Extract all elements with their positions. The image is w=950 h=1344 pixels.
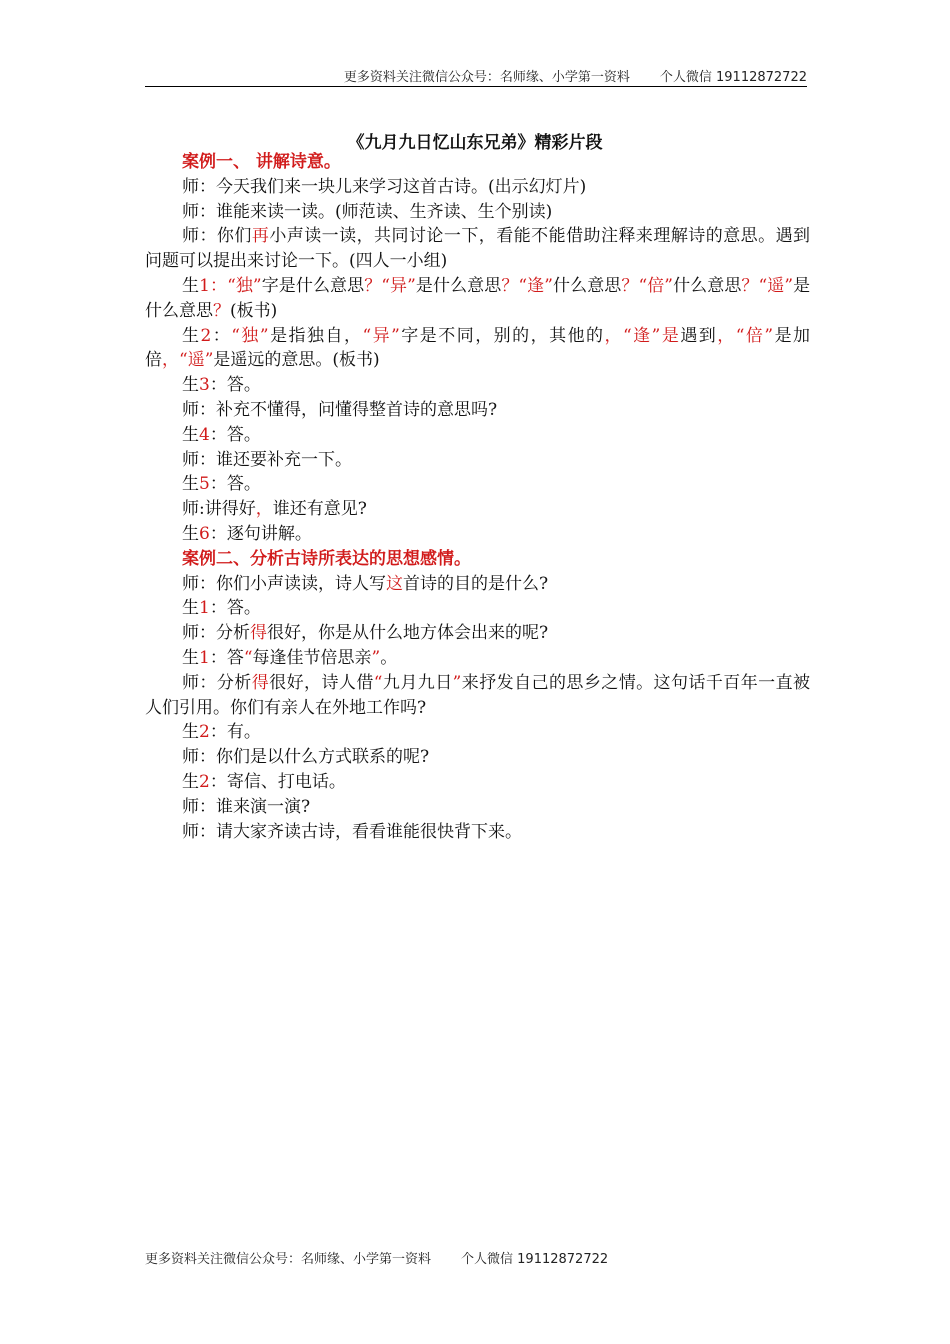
- t: 是遥远的意思。(板书): [213, 350, 380, 371]
- t: 生: [182, 771, 199, 792]
- case2-line-5: 师：谁来演一演?: [182, 796, 311, 817]
- case2-line-1: [145, 572, 810, 597]
- case1-line-2: 师：谁能来读一读。(师范读、生齐读、生个别读): [182, 201, 553, 222]
- t: 很好，你是从什么地方体会出来的呢?: [267, 623, 549, 644]
- t: 生: [182, 523, 199, 544]
- t: 是什么意思: [145, 275, 811, 321]
- t: ？: [364, 275, 382, 296]
- t: ？: [213, 300, 230, 321]
- t: 生: [182, 722, 199, 743]
- t: “独”: [227, 275, 262, 296]
- t: 生: [182, 375, 199, 396]
- t: ？: [501, 275, 519, 296]
- case1-line-8: [145, 497, 810, 522]
- case2-line-3: [145, 671, 810, 721]
- t: ：逐句讲解。: [209, 523, 312, 544]
- case2-heading: 案例二、分析古诗所表达的思想感情。: [182, 548, 471, 569]
- t: 。: [380, 647, 398, 668]
- t: ？: [621, 275, 639, 296]
- footer-wechat: 个人微信 19112872722: [461, 1252, 609, 1267]
- case1-heading: 案例一、 讲解诗意。: [182, 152, 341, 172]
- t: 九月九日: [382, 672, 453, 693]
- case1-student-3: [145, 373, 810, 398]
- t: 谁还有意见?: [272, 499, 367, 520]
- footer-text: 更多资料关注微信公众号：名师缘、小学第一资料: [145, 1252, 432, 1267]
- t: 字是什么意思: [261, 275, 365, 296]
- case2-line-2: [145, 621, 810, 646]
- header-wechat: 个人微信 19112872722: [659, 70, 807, 85]
- t: “倍”: [735, 325, 774, 346]
- document-body: [145, 150, 810, 844]
- t: ，: [604, 325, 624, 346]
- t: ：答。: [209, 474, 261, 495]
- t: ：: [211, 325, 232, 346]
- t: 1：: [199, 275, 228, 296]
- t: “逢”: [518, 275, 553, 296]
- case1-line-1: 师：今天我们来一块儿来学习这首古诗。(出示幻灯片): [182, 176, 587, 197]
- case1-student-question: [145, 274, 810, 324]
- t: 得: [250, 623, 267, 644]
- t: 生: [182, 325, 201, 346]
- t: “倍”: [638, 275, 673, 296]
- t: 是指独自，: [268, 325, 363, 346]
- t: 什么意思: [673, 275, 742, 296]
- case2-student-2b: [145, 770, 810, 795]
- t: 1: [199, 598, 210, 619]
- case2-student-1: [145, 596, 810, 621]
- header-divider: [145, 86, 807, 87]
- t: 是加倍: [145, 325, 811, 371]
- t: 3: [199, 375, 210, 396]
- t: 这: [386, 573, 403, 594]
- t: ：答。: [209, 424, 261, 445]
- t: 得: [251, 672, 270, 693]
- t: ：有。: [209, 722, 261, 743]
- t: 生: [182, 424, 199, 445]
- case1-student-5: [145, 472, 810, 497]
- t: 6: [199, 523, 210, 544]
- t: 4: [199, 424, 210, 445]
- t: 每逢佳节倍思亲: [252, 647, 372, 668]
- case1-line-7: 师：谁还要补充一下。: [182, 449, 352, 470]
- case1-student-answer: [145, 324, 810, 374]
- t: (板书): [230, 300, 278, 321]
- document-title: 《九月九日忆山东兄弟》精彩片段: [347, 133, 603, 153]
- case1-line-6: 师：补充不懂得，问懂得整首诗的意思吗?: [182, 399, 498, 420]
- case2-line-4: 师：你们是以什么方式联系的呢?: [182, 747, 430, 768]
- t: “遥”: [179, 350, 214, 371]
- t: 师:讲得好: [182, 499, 256, 520]
- t: ：答: [209, 647, 244, 668]
- t: ，: [162, 350, 179, 371]
- case2-line-6: 师：请大家齐读古诗，看看谁能很快背下来。: [182, 821, 522, 842]
- case1-student-6: [145, 522, 810, 547]
- t: 2: [199, 722, 210, 743]
- t: 生: [182, 474, 199, 495]
- t: ，: [255, 499, 273, 520]
- case1-line-3: [145, 224, 810, 274]
- t: “: [373, 672, 383, 693]
- t: ？: [741, 275, 759, 296]
- t: 5: [199, 474, 210, 495]
- t: “: [243, 647, 253, 668]
- case1-student-4: [145, 423, 810, 448]
- t: 很好，诗人借: [269, 672, 374, 693]
- header-text: 更多资料关注微信公众号：名师缘、小学第一资料: [343, 70, 630, 85]
- t: 1: [199, 647, 210, 668]
- t: 什么意思: [552, 275, 622, 296]
- t: 是: [660, 325, 681, 346]
- t: 首诗的目的是什么?: [403, 573, 549, 594]
- t: 遇到: [680, 325, 718, 346]
- t: 2: [199, 771, 210, 792]
- t: “独”: [231, 325, 269, 346]
- t: ：答。: [209, 375, 261, 396]
- t: “逢”: [623, 325, 661, 346]
- t: “异”: [362, 325, 400, 346]
- t: 再: [251, 226, 270, 247]
- t: 生: [182, 598, 199, 619]
- t: 2: [200, 325, 212, 346]
- case2-student-1b: [145, 646, 810, 671]
- t: 师：你们: [182, 226, 252, 247]
- t: 是什么意思: [415, 275, 502, 296]
- t: 小声读一读，共同讨论一下，看能不能借助注释来理解诗的意思。遇到问题可以提出来讨论一下。(四人一小组): [145, 226, 811, 272]
- t: ：答。: [209, 598, 261, 619]
- case2-student-2: [145, 720, 810, 745]
- page-header: [145, 66, 807, 85]
- t: ：寄信、打电话。: [209, 771, 346, 792]
- t: ”: [452, 672, 462, 693]
- t: 师：分析: [182, 623, 250, 644]
- t: ”: [371, 647, 381, 668]
- t: “异”: [381, 275, 416, 296]
- page-footer: [145, 1248, 608, 1267]
- t: 生: [182, 647, 199, 668]
- t: 师：分析: [182, 672, 252, 693]
- t: 生: [182, 275, 200, 296]
- t: “遥”: [758, 275, 794, 296]
- t: ，: [717, 325, 736, 346]
- t: 师：你们小声读读，诗人写: [182, 573, 386, 594]
- t: 来抒发自己的思乡之情。这句话千百年一直被人们引用。你们有亲人在外地工作吗?: [145, 672, 811, 718]
- t: 字是不同，别的，其他的: [399, 325, 605, 346]
